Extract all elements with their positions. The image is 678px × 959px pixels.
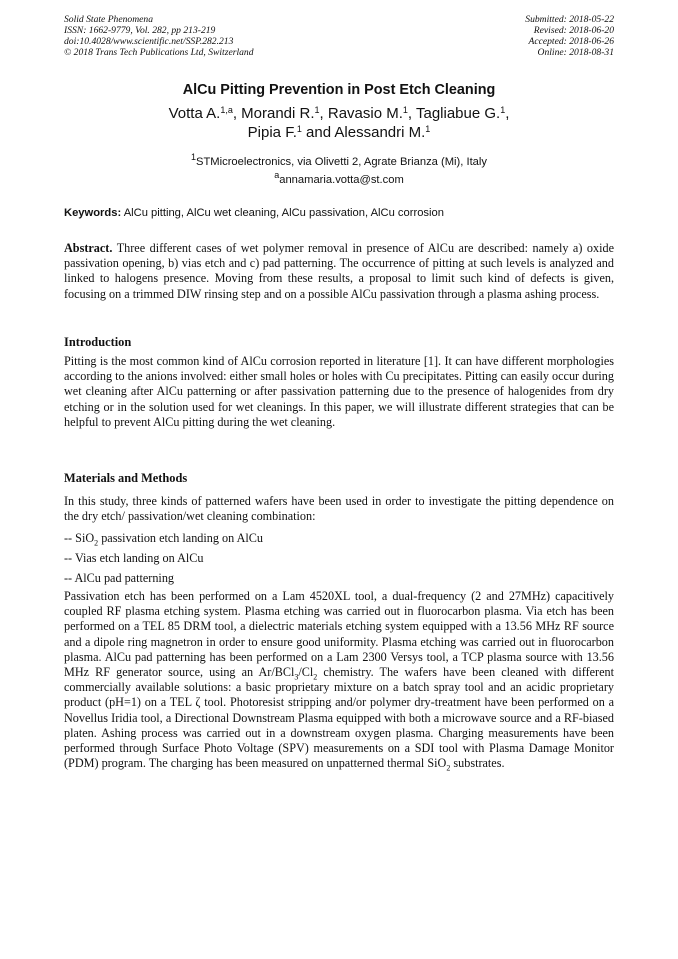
journal-copyright: © 2018 Trans Tech Publications Ltd, Switzerland [64,47,254,58]
author-6: and Alessandri M. [301,124,426,141]
methods-p1-end: substrates. [450,756,505,771]
affiliation-sup: 1 [191,152,197,162]
methods-sub-2: 2 [313,672,318,682]
author-3-sup: 1 [402,105,408,115]
list-item-1-b: passivation etch landing on AlCu [98,531,263,545]
methods-intro: In this study, three kinds of patterned wafers have been used in order to investigate the pitting dependence on the dry etch/ passivation/wet cleaning combination: [64,494,614,524]
methods-paragraph [64,589,614,771]
author-1: Votta A. [168,105,221,122]
abstract-text: Three different cases of wet polymer removal in presence of AlCu are described: namely a) oxide passivation opening, b) vias etch and c) pad patterning. The occurrence of pitting at such levels is analyzed and linked to halogens presence. Moving from these results, a proposal to limit such kind of defects is given, focusing on a trimmed DIW rinsing step and on a possible AlCu passivation through a plasma ashing process. [64,241,614,301]
author-2: , Morandi R. [232,105,315,122]
keywords [64,207,614,219]
author-5: Pipia F. [247,124,297,141]
date-accepted: Accepted: 2018-06-26 [528,36,614,47]
affiliation-text: STMicroelectronics, via Olivetti 2, Agrate Brianza (Mi), Italy [196,156,487,168]
paper-title: AlCu Pitting Prevention in Post Etch Cleaning [182,82,496,98]
list-item: -- AlCu pad patterning [64,571,175,585]
author-email: annamaria.votta@st.com [279,174,404,186]
author-line-1 [0,104,678,123]
methods-sub-3: 2 [446,763,451,773]
author-1-sup: 1,a [220,105,233,115]
abstract-label: Abstract. [64,241,113,255]
journal-info [64,14,254,58]
author-4: , Tagliabue G. [407,105,501,122]
journal-name: Solid State Phenomena [64,14,153,25]
list-item-1-a: -- SiO [64,531,95,545]
methods-p1-mid: /Cl [298,665,314,680]
author-2-sup: 1 [314,105,320,115]
submission-dates [525,14,614,58]
author-3: , Ravasio M. [319,105,403,122]
list-item: -- Vias etch landing on AlCu [64,551,204,565]
methods-p1: Passivation etch has been performed on a Lam 4520XL tool, a dual-frequency (2 and 27MHz) capacitively coupled RF plasma etching system. Plasma etching was carried out in fluorocarbon plasma. Via etch has been performed on a TEL 85 DRM tool, a dielectric materials etching system equipped with a 13.56 MHz RF source and a dipole ring magnetron in order to ensure good uniformity. Plasma etching was carried out in fluorocarbon plasma. AlCu pad patterning has been performed on a Lam 2300 Versys tool, a TCP plasma source with 13.56 MHz RF generator source, using an Ar/BCl [64,589,614,680]
keywords-label: Keywords: [64,207,122,219]
author-list [0,104,678,142]
affiliation [0,153,678,189]
keywords-text: AlCu pitting, AlCu wet cleaning, AlCu passivation, AlCu corrosion [121,207,444,219]
author-6-sup: 1 [425,124,431,134]
methods-p1-cont: chemistry. The wafers have been cleaned with different commercially available solutions: a basic proprietary mixture on a batch spray tool and an acidic proprietary product (pH=1) on a TEL ζ tool. Photoresist stripping and/or polymer dry-treatment have been performed on a Novellus Iridia tool, a Directional Downstream Plasma equipped with both a microwave source and a RF-biased platen. Ashing process was carried out in a downstream oxygen plasma. Charging measurements have been performed through Surface Photo Voltage (SPV) measurements on a SDI tool with Plasma Damage Monitor (PDM) program. The charging has been measured on unpatterned thermal SiO [64,665,614,771]
date-online: Online: 2018-08-31 [537,47,614,58]
author-4-sup: 1 [500,105,506,115]
list-item [64,528,614,548]
author-5-sup: 1 [296,124,302,134]
introduction-heading: Introduction [64,335,132,349]
journal-issn: ISSN: 1662-9779, Vol. 282, pp 213-219 [64,25,216,36]
methods-sub-1: 3 [294,672,299,682]
list-item-1-sub: 2 [94,538,99,548]
email-line [0,171,678,189]
date-revised: Revised: 2018-06-20 [533,25,614,36]
abstract [64,241,614,302]
author-4-comma: , [505,105,510,122]
affiliation-line [0,153,678,171]
author-line-2 [0,123,678,142]
journal-doi: doi:10.4028/www.scientific.net/SSP.282.213 [64,36,234,47]
methods-heading: Materials and Methods [64,471,188,485]
email-sup: a [274,170,280,180]
wafer-list [64,528,614,588]
date-submitted: Submitted: 2018-05-22 [525,14,614,25]
introduction-text: Pitting is the most common kind of AlCu corrosion reported in literature [1]. It can have different morphologies according to the anions involved: either small holes or holes with Cu precipitates. Pitting can easily occur during wet cleaning after AlCu patterning or after passivation patterning due to the presence of halogenides from dry etching or in the solution used for wet cleanings. In this paper, we will illustrate different strategies that can be helpful to prevent AlCu pitting during the wet cleaning. [64,354,614,429]
